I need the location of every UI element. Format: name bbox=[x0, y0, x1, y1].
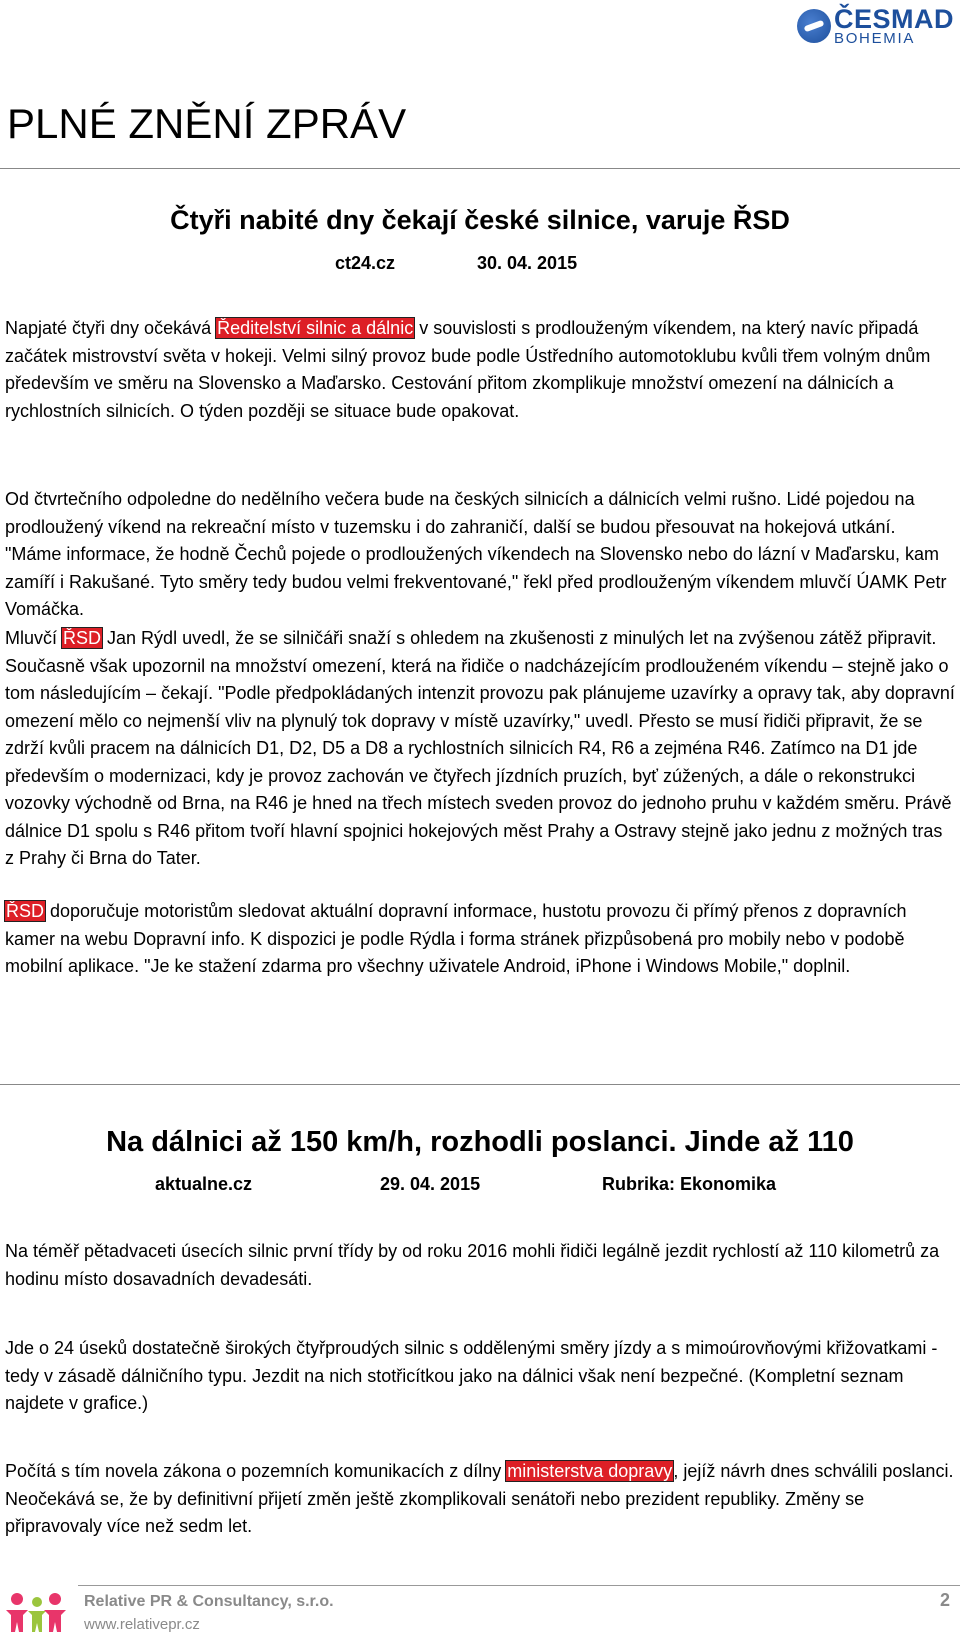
article-date: 30. 04. 2015 bbox=[477, 253, 578, 273]
article-title: Na dálnici až 150 km/h, rozhodli poslanci. Jinde až 110 bbox=[106, 1126, 854, 1158]
highlight-keyword: ŘSD bbox=[63, 628, 102, 648]
article-source: aktualne.cz bbox=[155, 1174, 253, 1194]
article-title: Čtyři nabité dny čekají české silnice, varuje ŘSD bbox=[170, 205, 790, 235]
page-title: PLNÉ ZNĚNÍ ZPRÁV bbox=[7, 100, 407, 147]
logo-title: ČESMAD bbox=[833, 4, 954, 34]
highlight-keyword: Ředitelství silnic a dálnic bbox=[217, 318, 414, 338]
cesmad-logo-icon bbox=[797, 9, 831, 43]
article-paragraph: Na téměř pětadvaceti úsecích silnic první třídy by od roku 2016 mohli řidiči legálně jezdit rychlostí až 110 kilometrů za hodinu místo dosavadních devadesáti. bbox=[5, 1241, 940, 1289]
footer-divider bbox=[78, 1585, 960, 1586]
article-paragraph: Počítá s tím novela zákona o pozemních komunikacích z dílny ministerstva dopravy, jejíž návrh dnes schválili poslanci. Neočekává se, že by definitivní přijetí změn ještě zkomplikovali senátoři nebo prezident republiky. Změny se připravovaly více než sedm let. bbox=[5, 1461, 954, 1536]
relativepr-people-icon bbox=[4, 1590, 68, 1634]
article-paragraph: Mluvčí ŘSD Jan Rýdl uvedl, že se silničáři snaží s ohledem na zkušenosti z minulých let na zvýšenou zátěž připravit. Současně však upozornil na množství omezení, která na řidiče o nadcházejícím prodlouženém víkendu – stejně jako o tom následujícím – čekají. "Podle předpokládaných intenzit provozu pak plánujeme uzavírky a opravy tak, aby dopravní omezení mělo co nejmenší vliv na plynulý tok dopravy v místě uzavírky," uvedl. Přesto se musí řidiči připravit, že se zdrží kvůli pracem na dálnicích D1, D2, D5 a D8 a rychlostních silnicích R4, R6 a zejména R46. Zatímco na D1 jde především o modernizaci, kdy je provoz zachován ve čtyřech jízdních pruzích, byť zúžených, a dále o rekonstrukci vozovky východně od Brna, na R46 je hned na třech místech sveden provoz do jednoho pruhu v každém směru. Právě dálnice D1 spolu s R46 přitom tvoří hlavní spojnici hokejových měst Prahy a Ostravy stejně jako jednu z možných tras z Prahy či Brna do Tater. bbox=[5, 628, 955, 868]
divider bbox=[0, 168, 960, 169]
page-number: 2 bbox=[939, 1590, 950, 1610]
article-date: 29. 04. 2015 bbox=[380, 1174, 481, 1194]
article-rubric: Rubrika: Ekonomika bbox=[602, 1174, 777, 1194]
article-paragraph: ŘSD doporučuje motoristům sledovat aktuální dopravní informace, hustotu provozu či přímý přenos z dopravních kamer na webu Dopravní info. K dispozici je podle Rýdla i forma stránek přizpůsobená pro mobily nebo v podobě mobilní aplikace. "Je ke stažení zdarma pro všechny uživatele Android, iPhone i Windows Mobile," doplnil. bbox=[5, 901, 907, 976]
footer-company: Relative PR & Consultancy, s.r.o. bbox=[84, 1593, 334, 1610]
article-paragraph: Jde o 24 úseků dostatečně širokých čtyřproudých silnic s oddělenými směry jízdy a s mimoúrovňovými křižovatkami - tedy v zásadě dálničního typu. Jezdit na nich stotřicítkou jako na dálnici však není bezpečné. (Kompletní seznam najdete v grafice.) bbox=[5, 1338, 938, 1413]
article-paragraph: Napjaté čtyři dny očekává Ředitelství silnic a dálnic v souvislosti s prodlouženým víkendem, na který navíc připadá začátek mistrovství světa v hokeji. Velmi silný provoz bude podle Ústředního automotoklubu kvůli třem volným dnům především ve směru na Slovensko a Maďarsko. Cestování přitom zkomplikuje množství omezení na dálnicích a rychlostních silnicích. O týden později se situace bude opakovat. bbox=[5, 318, 931, 421]
article-paragraph: Od čtvrtečního odpoledne do nedělního večera bude na českých silnicích a dálnicích velmi rušno. Lidé pojedou na prodloužený víkend na rekreační místo v tuzemsku i do zahraničí, další se budou přesouvat na hokejová utkání. "Máme informace, že hodně Čechů pojede o prodloužených víkendech na Slovensko nebo do lázní v Maďarsku, kam zamíří i Rakušané. Tyto směry tedy budou velmi frekventované," řekl před prodlouženým víkendem mluvčí ÚAMK Petr Vomáčka. bbox=[5, 489, 947, 619]
highlight-keyword: ministerstva dopravy bbox=[507, 1461, 673, 1481]
footer-url[interactable]: www.relativepr.cz bbox=[84, 1616, 200, 1633]
highlight-keyword: ŘSD bbox=[6, 901, 45, 921]
article-source: ct24.cz bbox=[335, 253, 396, 273]
logo-subtitle: BOHEMIA bbox=[833, 30, 916, 47]
cesmad-logo bbox=[797, 6, 954, 46]
divider bbox=[0, 1084, 960, 1085]
